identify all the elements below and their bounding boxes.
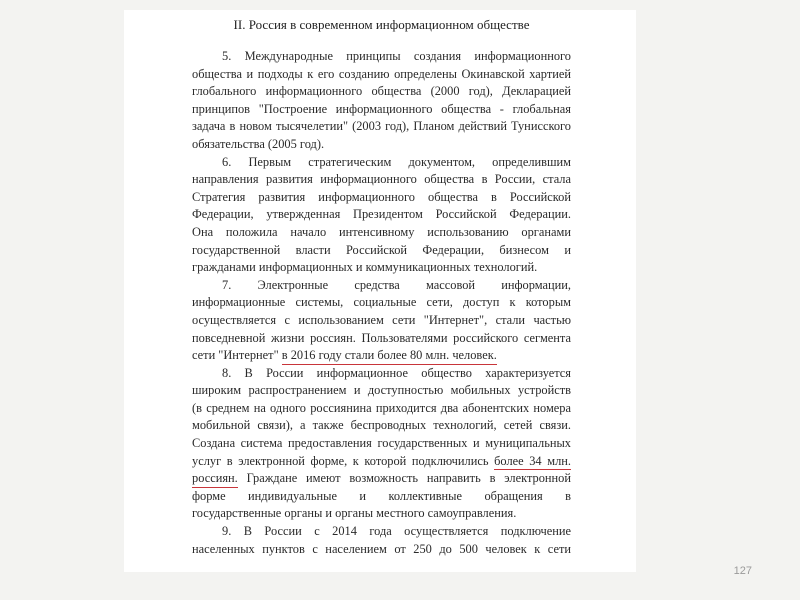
highlighted-statistic: более 34 млн.: [494, 453, 571, 468]
paragraph-line: населенных пунктов с населением от 250 до 500 человек к сети: [192, 541, 571, 556]
document-scan: [124, 10, 636, 572]
paragraph-line: [192, 470, 571, 488]
paragraph-line: общества и подходы к его созданию определены Окинавской хартией: [192, 66, 571, 81]
paragraph-line: 7. Электронные средства массовой информации,: [222, 277, 571, 292]
document-text: [192, 10, 571, 558]
paragraph-line: Федерации, утвержденная Президентом Российской Федерации.: [192, 207, 571, 222]
paragraph-line: государственные органы и органы местного самоуправления.: [192, 506, 517, 521]
paragraph-line: направления развития информационного общества в России, стала: [192, 172, 571, 187]
section-heading: II. Россия в современном информационном обществе: [233, 17, 530, 32]
paragraph-line: задача в новом тысячелетии" (2003 год), Планом действий Тунисского: [192, 119, 571, 134]
paragraph-line: 6. Первым стратегическим документом, определившим: [222, 154, 571, 169]
highlighted-statistic-continued: россиян.: [192, 471, 238, 486]
paragraph-6: [192, 154, 571, 277]
paragraph-line: Создана система предоставления государственных и муниципальных: [192, 436, 571, 451]
paragraph-line: Стратегия развития информационного общества в Российской: [192, 189, 571, 204]
paragraph-line: [192, 453, 571, 471]
line-text: услуг в электронной форме, к которой подключились: [192, 453, 495, 468]
paragraph-9: [192, 523, 571, 558]
paragraph-line: гражданами информационных и коммуникационных технологий.: [192, 260, 538, 275]
slide-number: 127: [733, 565, 752, 577]
paragraph-line: широким распространением и доступностью мобильных устройств: [192, 383, 571, 398]
paragraph-8: [192, 365, 571, 523]
paragraph-line: информационные системы, социальные сети, доступ к которым: [192, 295, 571, 310]
paragraph-line: 8. В России информационное общество характеризуется: [222, 365, 571, 380]
line-text: Граждане имеют возможность направить в электронной: [237, 471, 571, 486]
paragraph-line: повседневной жизни россиян. Пользователями российского сегмента: [192, 330, 571, 345]
line-text: сети "Интернет": [192, 348, 282, 363]
paragraph-line: 9. В России с 2014 года осуществляется подключение: [222, 524, 571, 539]
paragraph-line: государственной власти Российской Федерации, бизнесом и: [192, 242, 571, 257]
paragraph-7: [192, 277, 571, 365]
paragraph-line: Она положила начало интенсивному использованию органами: [192, 224, 571, 239]
paragraph-line: принципов "Построение информационного общества - глобальная: [192, 101, 571, 116]
paragraph-line: форме индивидуальные и коллективные обращения в: [192, 488, 571, 503]
paragraph-line: осуществляется с использованием сети "Интернет", стали частью: [192, 312, 571, 327]
paragraph-line: глобального информационного общества (2000 год), Декларацией: [192, 84, 571, 99]
highlighted-statistic: в 2016 году стали более 80 млн. человек.: [281, 348, 497, 363]
paragraph-line: обязательства (2005 год).: [192, 136, 325, 151]
paragraph-line: (в среднем на одного россиянина приходится два абонентских номера: [192, 400, 571, 415]
paragraph-line: 5. Международные принципы создания информационного: [222, 49, 571, 63]
paragraph-5: [192, 48, 571, 154]
paragraph-line: [192, 347, 571, 365]
paragraph-line: мобильной связи), а также беспроводных технологий, сетей связи.: [192, 418, 571, 433]
